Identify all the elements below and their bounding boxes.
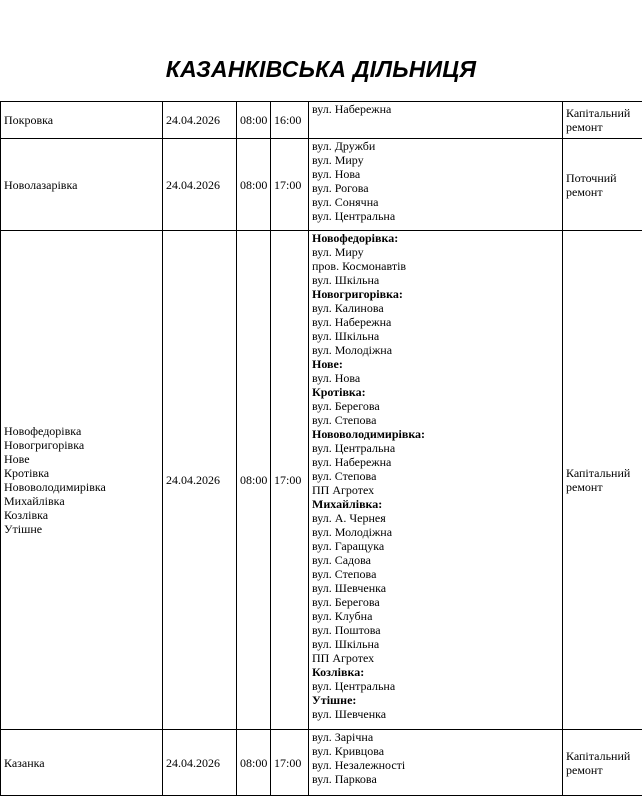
street-item: вул. Берегова (312, 399, 559, 413)
addresses-cell (309, 231, 563, 730)
street-item: вул. Поштова (312, 623, 559, 637)
street-item: вул. Садова (312, 553, 559, 567)
table-body (1, 102, 642, 796)
street-item: вул. А. Чернея (312, 511, 559, 525)
street-item: вул. Молодіжна (312, 525, 559, 539)
street-item: вул. Калинова (312, 301, 559, 315)
street-item: вул. Дружби (312, 139, 559, 153)
settlement-name: Кротівка (4, 466, 159, 480)
street-item: вул. Шкільна (312, 273, 559, 287)
street-item: вул. Молодіжна (312, 343, 559, 357)
street-item: вул. Нова (312, 167, 559, 181)
repair-type-cell: Поточний ремонт (563, 139, 642, 231)
addresses-cell (309, 139, 563, 231)
settlement-name: Нове (4, 452, 159, 466)
settlement-name: Козлівка (4, 508, 159, 522)
street-item: вул. Миру (312, 245, 559, 259)
date-cell: 24.04.2026 (163, 730, 237, 796)
end-time-cell: 16:00 (271, 102, 309, 139)
addresses-cell (309, 730, 563, 796)
settlement-heading: Нововолодимирівка: (312, 427, 559, 441)
street-item: вул. Рогова (312, 181, 559, 195)
start-time-cell: 08:00 (237, 139, 271, 231)
street-item: вул. Набережна (312, 102, 559, 116)
settlement-heading: Новогригорівка: (312, 287, 559, 301)
street-item: вул. Шкільна (312, 637, 559, 651)
settlement-cell (1, 102, 163, 139)
settlement-heading: Михайлівка: (312, 497, 559, 511)
settlement-name: Новогригорівка (4, 438, 159, 452)
settlement-cell (1, 730, 163, 796)
settlement-heading: Кротівка: (312, 385, 559, 399)
settlement-name: Покровка (4, 113, 159, 127)
street-item: вул. Зарічна (312, 730, 559, 744)
repair-type-cell: Капітальний ремонт (563, 102, 642, 139)
street-item: ПП Агротех (312, 651, 559, 665)
table-row (1, 231, 642, 730)
street-item: вул. Степова (312, 469, 559, 483)
table-row (1, 730, 642, 796)
table-row (1, 102, 642, 139)
street-item: вул. Центральна (312, 441, 559, 455)
street-item: вул. Сонячна (312, 195, 559, 209)
start-time-cell: 08:00 (237, 730, 271, 796)
street-item: вул. Кривцова (312, 744, 559, 758)
settlement-heading: Новофедорівка: (312, 231, 559, 245)
start-time-cell: 08:00 (237, 231, 271, 730)
street-item: вул. Берегова (312, 595, 559, 609)
settlement-heading: Козлівка: (312, 665, 559, 679)
settlement-name: Новолазарівка (4, 178, 159, 192)
end-time-cell: 17:00 (271, 139, 309, 231)
date-cell: 24.04.2026 (163, 102, 237, 139)
street-item: вул. Набережна (312, 455, 559, 469)
end-time-cell: 17:00 (271, 231, 309, 730)
street-item: ПП Агротех (312, 483, 559, 497)
street-item: вул. Шевченка (312, 581, 559, 595)
settlement-name: Казанка (4, 756, 159, 770)
repair-type-cell: Капітальний ремонт (563, 730, 642, 796)
settlement-name: Новофедорівка (4, 424, 159, 438)
start-time-cell: 08:00 (237, 102, 271, 139)
street-item: вул. Паркова (312, 772, 559, 786)
street-item: вул. Степова (312, 413, 559, 427)
street-item: пров. Космонавтів (312, 259, 559, 273)
outage-schedule-table (0, 101, 642, 796)
street-item: вул. Центральна (312, 679, 559, 693)
street-item: вул. Шкільна (312, 329, 559, 343)
street-item: вул. Клубна (312, 609, 559, 623)
settlement-heading: Нове: (312, 357, 559, 371)
street-item: вул. Миру (312, 153, 559, 167)
repair-type-cell: Капітальний ремонт (563, 231, 642, 730)
street-item: вул. Центральна (312, 209, 559, 223)
settlement-name: Нововолодимирівка (4, 480, 159, 494)
page-title: КАЗАНКІВСЬКА ДІЛЬНИЦЯ (0, 56, 642, 83)
settlement-heading: Утішне: (312, 693, 559, 707)
street-item: вул. Нова (312, 371, 559, 385)
settlement-name: Утішне (4, 522, 159, 536)
date-cell: 24.04.2026 (163, 231, 237, 730)
street-item: вул. Незалежності (312, 758, 559, 772)
street-item: вул. Гаращука (312, 539, 559, 553)
street-item: вул. Набережна (312, 315, 559, 329)
end-time-cell: 17:00 (271, 730, 309, 796)
settlement-name: Михайлівка (4, 494, 159, 508)
settlement-cell (1, 231, 163, 730)
table-row (1, 139, 642, 231)
addresses-cell (309, 102, 563, 139)
settlement-cell (1, 139, 163, 231)
street-item: вул. Шевченка (312, 707, 559, 721)
date-cell: 24.04.2026 (163, 139, 237, 231)
street-item: вул. Степова (312, 567, 559, 581)
